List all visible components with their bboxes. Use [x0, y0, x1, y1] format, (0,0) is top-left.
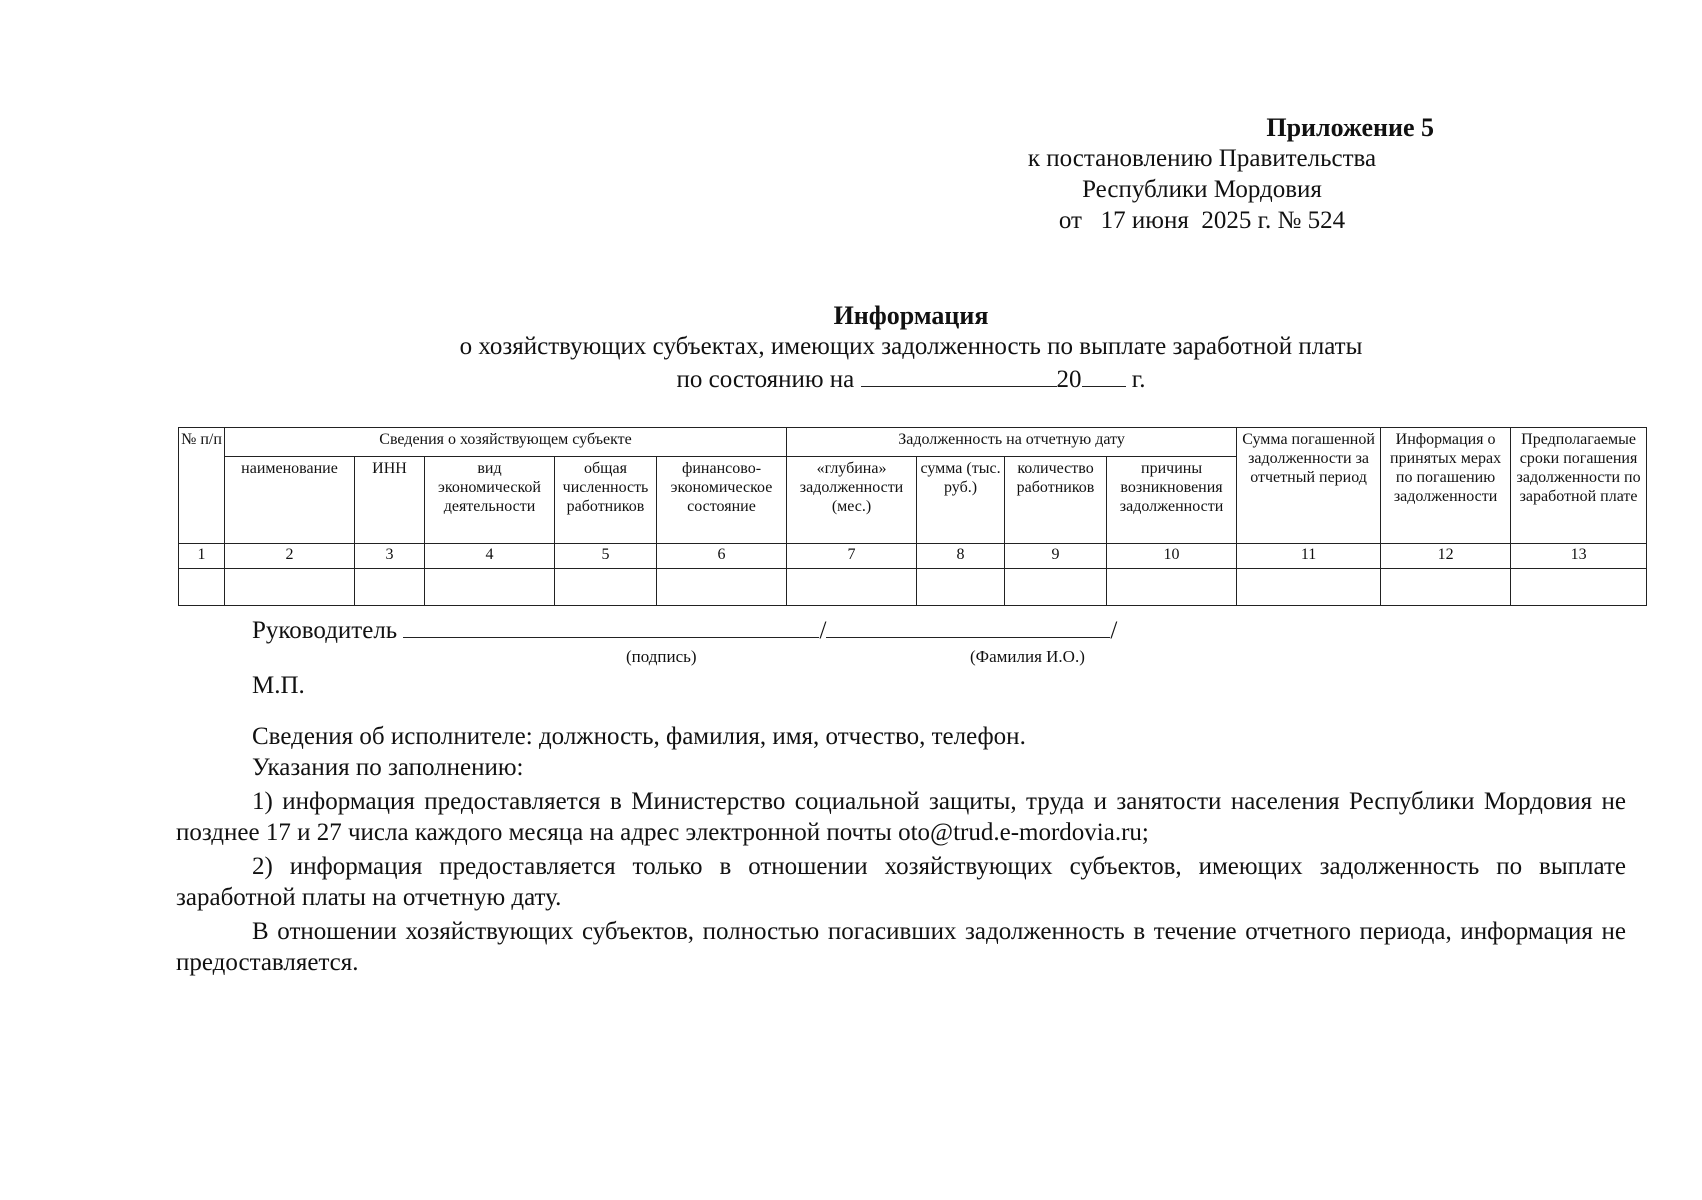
empty-cell[interactable] — [657, 569, 787, 606]
instruction-note: В отношении хозяйствующих субъектов, полностью погасивших задолженность в течение отчетного периода, информация не предоставляется. — [176, 918, 1626, 976]
appendix-block — [962, 112, 1442, 236]
debt-table — [178, 427, 1647, 606]
column-number: 11 — [1237, 544, 1381, 569]
signature-slash: / — [819, 617, 827, 644]
signature-line — [252, 615, 1452, 646]
empty-cell[interactable] — [1511, 569, 1647, 606]
sub-workers-header: количество работников — [1005, 457, 1107, 544]
year-suffix: г. — [1131, 366, 1146, 393]
appendix-line-1: к постановлению Правительства — [1027, 145, 1377, 172]
sub-staff-header: общая численность работников — [555, 457, 657, 544]
empty-cell[interactable] — [1005, 569, 1107, 606]
sub-inn-header: ИНН — [355, 457, 425, 544]
instruction-item-1: 1) информация предоставляется в Министерство социальной защиты, труда и занятости населения Республики Мордовия не позднее 17 и 27 числа каждого месяца на адрес электронной почты oto@trud.e-mordovia.ru; — [176, 788, 1626, 846]
column-number: 13 — [1511, 544, 1647, 569]
empty-cell[interactable] — [1107, 569, 1237, 606]
column-number: 6 — [657, 544, 787, 569]
sub-reasons-header: причины возникновения задолженности — [1107, 457, 1237, 544]
signature-blank[interactable] — [403, 615, 819, 638]
empty-cell[interactable] — [1381, 569, 1511, 606]
column-number: 5 — [555, 544, 657, 569]
appendix-title: Приложение 5 — [1266, 113, 1434, 142]
group-debt-header: Задолженность на отчетную дату — [787, 428, 1237, 457]
col-terms-header: Предполагаемые сроки погашения задолженности по заработной плате — [1511, 428, 1647, 544]
name-slash: / — [1110, 617, 1118, 644]
group-subject-header: Сведения о хозяйствующем субъекте — [225, 428, 787, 457]
seal-mark: М.П. — [252, 672, 305, 699]
empty-cell[interactable] — [1237, 569, 1381, 606]
instructions-block — [176, 721, 1626, 978]
year-prefix: 20 — [1056, 366, 1082, 393]
as-of-line — [176, 362, 1646, 395]
column-number: 2 — [225, 544, 355, 569]
name-caption: (Фамилия И.О.) — [970, 647, 1085, 666]
col-repaid-header: Сумма погашенной задолженности за отчетный период — [1237, 428, 1381, 544]
column-number: 12 — [1381, 544, 1511, 569]
col-number-header: № п/п — [179, 428, 225, 544]
column-number: 4 — [425, 544, 555, 569]
as-of-date-blank — [861, 362, 1057, 387]
sub-state-header: финансово-экономическое состояние — [657, 457, 787, 544]
sub-sum-header: сумма (тыс. руб.) — [917, 457, 1005, 544]
signature-block — [252, 615, 1452, 668]
col-measures-header: Информация о принятых мерах по погашению задолженности — [1381, 428, 1511, 544]
as-of-prefix: по состоянию на — [676, 366, 855, 393]
sub-activity-header: вид экономической деятельности — [425, 457, 555, 544]
empty-cell[interactable] — [425, 569, 555, 606]
executor-line: Сведения об исполнителе: должность, фамилия, имя, отчество, телефон. — [252, 723, 1026, 750]
instructions-title: Указания по заполнению: — [252, 754, 524, 781]
signature-label: Руководитель — [252, 617, 398, 644]
column-number: 7 — [787, 544, 917, 569]
year-blank — [1082, 362, 1126, 387]
sub-name-header: наименование — [225, 457, 355, 544]
instruction-item-2: 2) информация предоставляется только в отношении хозяйствующих субъектов, имеющих задолженность по выплате заработной платы на отчетную дату. — [176, 853, 1626, 911]
column-numbers-row — [179, 544, 1647, 569]
sign-caption: (подпись) — [626, 647, 697, 666]
empty-cell[interactable] — [355, 569, 425, 606]
empty-cell[interactable] — [179, 569, 225, 606]
empty-cell[interactable] — [225, 569, 355, 606]
document-heading — [176, 300, 1646, 395]
empty-cell[interactable] — [787, 569, 917, 606]
empty-data-row — [179, 569, 1647, 606]
empty-cell[interactable] — [917, 569, 1005, 606]
document-title: Информация — [833, 301, 989, 330]
name-blank[interactable] — [826, 615, 1110, 638]
column-number: 10 — [1107, 544, 1237, 569]
column-number: 3 — [355, 544, 425, 569]
appendix-line-2: Республики Мордовия — [1082, 176, 1322, 203]
column-number: 9 — [1005, 544, 1107, 569]
column-number: 8 — [917, 544, 1005, 569]
empty-cell[interactable] — [555, 569, 657, 606]
signature-captions — [252, 646, 1452, 668]
document-subtitle: о хозяйствующих субъектах, имеющих задолженность по выплате заработной платы — [459, 333, 1363, 360]
appendix-line-3: от 17 июня 2025 г. № 524 — [1058, 207, 1346, 234]
sub-depth-header: «глубина» задолженности (мес.) — [787, 457, 917, 544]
column-number: 1 — [179, 544, 225, 569]
